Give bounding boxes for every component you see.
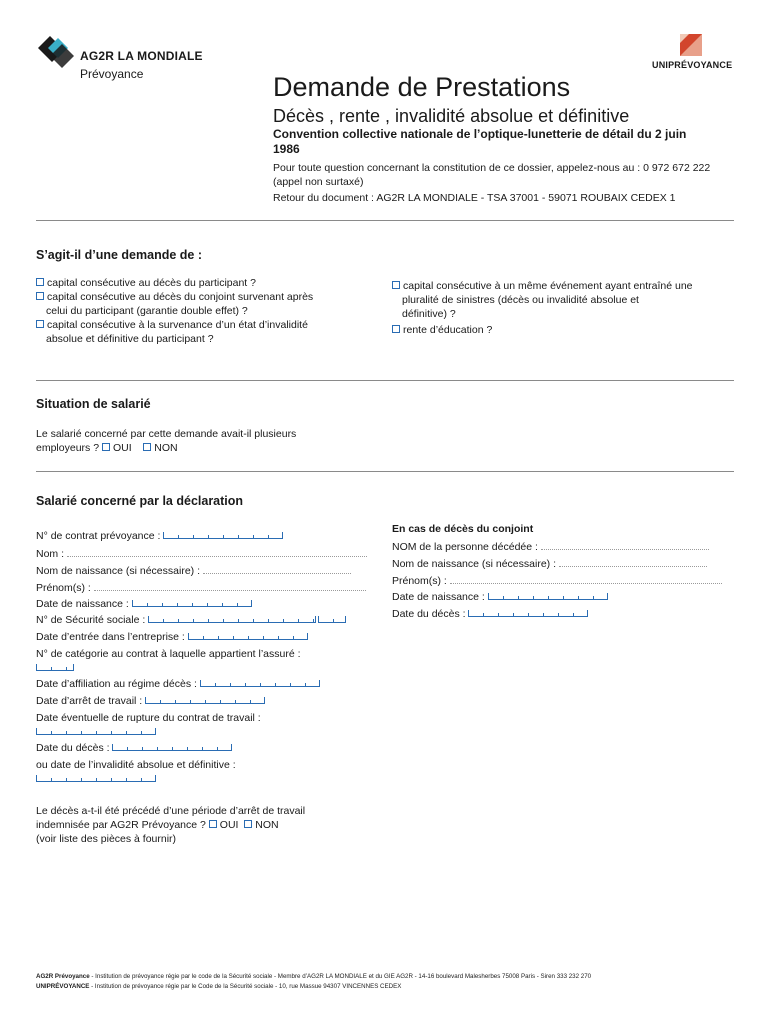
categorie-field: N° de catégorie au contrat à laquelle appartient l’assuré : xyxy=(36,647,301,675)
page-subtitle: Décès , rente , invalidité absolue et définitive xyxy=(273,106,630,126)
convention-title: Convention collective nationale de l’optique-lunetterie de détail du 2 juin 1986 xyxy=(273,127,687,156)
contact-info: Pour toute question concernant la constitution de ce dossier, appelez-nous au : 0 972 672 222 (appel non surtaxé) xyxy=(273,162,711,188)
ag2r-logo-icon xyxy=(36,34,78,70)
date-arret-input[interactable] xyxy=(145,697,265,704)
non-checkbox[interactable] xyxy=(143,443,151,451)
secu-field: N° de Sécurité sociale : xyxy=(36,613,346,627)
brand-subtitle: Prévoyance xyxy=(80,67,144,81)
date-naissance-input[interactable] xyxy=(132,600,252,607)
date-entree-field: Date d’entrée dans l’entreprise : xyxy=(36,630,308,644)
nom-input[interactable] xyxy=(67,546,367,557)
arret-oui-checkbox[interactable] xyxy=(209,820,217,828)
nom-naissance-input[interactable] xyxy=(203,563,351,574)
option-deces-conjoint[interactable]: capital consécutive au décès du conjoint survenant après celui du participant (garantie double effet) ? xyxy=(36,290,376,318)
date-affiliation-input[interactable] xyxy=(200,680,320,687)
footer: AG2R Prévoyance - Institution de prévoyance régie par le code de la Sécurité sociale - Membre d’AG2R LA MONDIALE et du GIE AG2R - 14-16 boulevard Malesherbes 75008 Paris - Siren 333 232 270 UNIPRÉVOYANCE - Institution de prévoyance régie par le Code de la Sécurité sociale - 10, rue Massue 94307 VINCENNES CEDEX xyxy=(36,973,592,990)
conjoint-nom-input[interactable] xyxy=(541,539,709,550)
arret-question: Le décès a-t-il été précédé d’une période d’arrêt de travail indemnisée par AG2R Prévoyance ? OUI NON (voir liste des pièces à fournir) xyxy=(36,805,306,845)
prenom-input[interactable] xyxy=(94,580,366,591)
conjoint-date-naissance-field: Date de naissance : xyxy=(392,590,608,604)
conjoint-nom-field: NOM de la personne décédée : xyxy=(392,539,709,554)
arret-non-checkbox[interactable] xyxy=(244,820,252,828)
situation-section-title: Situation de salarié xyxy=(36,397,151,411)
demande-section-title: S’agit-il d’une demande de : xyxy=(36,248,202,262)
demande-left-options xyxy=(36,276,376,346)
date-deces-input[interactable] xyxy=(112,744,232,751)
contrat-input[interactable] xyxy=(163,532,283,539)
conjoint-section-title: En cas de décès du conjoint xyxy=(392,523,534,535)
secu-key-input[interactable] xyxy=(318,616,346,623)
option-invalidite[interactable]: capital consécutive à la survenance d’un état d’invalidité absolue et définitive du participant ? xyxy=(36,318,376,346)
demande-right-options xyxy=(392,279,737,337)
conjoint-date-deces-field: Date du décès : xyxy=(392,607,588,621)
option-deces-participant[interactable]: capital consécutive au décès du participant ? xyxy=(36,276,376,290)
partner-name: UNIPRÉVOYANCE xyxy=(652,60,733,70)
date-affiliation-field: Date d’affiliation au régime décès : xyxy=(36,677,320,691)
date-entree-input[interactable] xyxy=(188,633,308,640)
date-deces-field: Date du décès : xyxy=(36,741,232,755)
return-address: Retour du document : AG2R LA MONDIALE - TSA 37001 - 59071 ROUBAIX CEDEX 1 xyxy=(273,192,676,204)
situation-question: Le salarié concerné par cette demande avait-il plusieurs employeurs ? OUI NON xyxy=(36,428,297,454)
option-pluralite-sinistres[interactable]: capital consécutive à un même événement ayant entraîné une pluralité de sinistres (décès ou invalidité absolue et définitive) ? xyxy=(392,279,737,321)
checkbox[interactable] xyxy=(392,325,400,333)
checkbox[interactable] xyxy=(392,281,400,289)
uniprevoyance-logo-icon xyxy=(680,34,704,58)
divider xyxy=(36,471,734,472)
categorie-input[interactable] xyxy=(36,664,74,671)
nom-field: Nom : xyxy=(36,546,367,561)
date-invalidite-field: ou date de l’invalidité absolue et définitive : xyxy=(36,758,236,786)
divider xyxy=(36,220,734,221)
conjoint-nom-naissance-field: Nom de naissance (si nécessaire) : xyxy=(392,556,707,571)
conjoint-prenom-input[interactable] xyxy=(450,573,722,584)
oui-checkbox[interactable] xyxy=(102,443,110,451)
checkbox[interactable] xyxy=(36,292,44,300)
conjoint-prenom-field: Prénom(s) : xyxy=(392,573,722,588)
option-rente-education[interactable]: rente d’éducation ? xyxy=(392,323,737,337)
nom-naissance-field: Nom de naissance (si nécessaire) : xyxy=(36,563,351,578)
salarie-section-title: Salarié concerné par la déclaration xyxy=(36,494,244,508)
conjoint-date-naissance-input[interactable] xyxy=(488,593,608,600)
prenom-field: Prénom(s) : xyxy=(36,580,366,595)
date-rupture-field: Date éventuelle de rupture du contrat de travail : xyxy=(36,711,261,739)
date-invalidite-input[interactable] xyxy=(36,775,156,782)
brand-name: AG2R LA MONDIALE xyxy=(80,49,203,63)
date-arret-field: Date d’arrêt de travail : xyxy=(36,694,265,708)
contrat-field: N° de contrat prévoyance : xyxy=(36,529,283,543)
date-rupture-input[interactable] xyxy=(36,728,156,735)
conjoint-nom-naissance-input[interactable] xyxy=(559,556,707,567)
secu-input[interactable] xyxy=(148,616,316,623)
conjoint-date-deces-input[interactable] xyxy=(468,610,588,617)
checkbox[interactable] xyxy=(36,320,44,328)
page-title: Demande de Prestations xyxy=(273,72,571,102)
date-naissance-field: Date de naissance : xyxy=(36,597,252,611)
divider xyxy=(36,380,734,381)
checkbox[interactable] xyxy=(36,278,44,286)
